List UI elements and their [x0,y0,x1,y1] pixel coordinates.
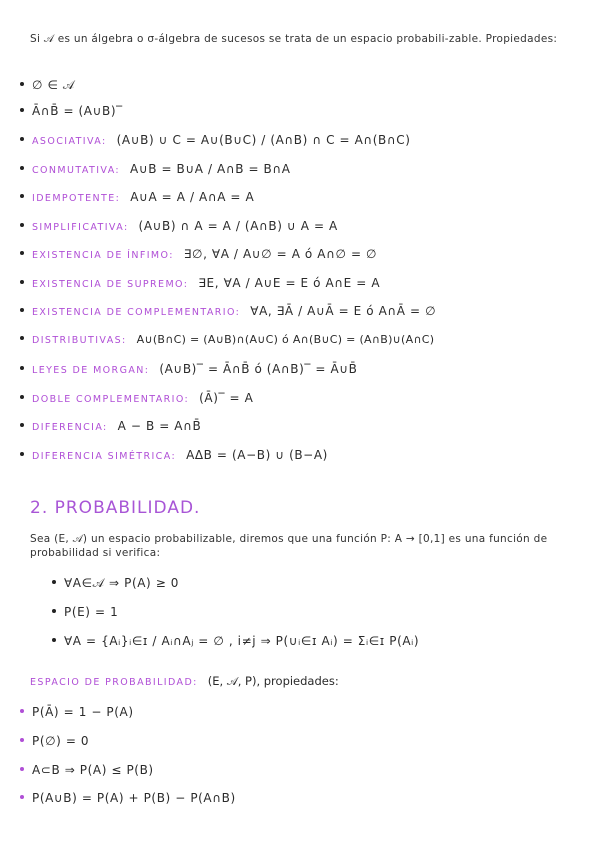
property-formula: (A∪B)‾ = Ā∩B̄ ó (A∩B)‾ = Ā∪B̄ [159,362,358,376]
property-row [20,247,377,261]
bullet [20,166,24,170]
bullet [20,395,24,399]
bullet [20,194,24,198]
property-formula: A∪B = B∪A / A∩B = B∩A [130,162,291,176]
axiom-formula: P(E) = 1 [64,605,119,619]
property-row [20,362,358,376]
property-row [20,391,253,405]
bullet [52,638,56,642]
property-formula: ∀A, ∃Ā / A∪Ā = E ó A∩Ā = ∅ [250,304,437,318]
property-row [20,276,380,290]
property-row [20,104,123,118]
bullet [20,223,24,227]
property-label: ASOCIATIVA: [32,136,107,147]
property-formula: A∪(B∩C) = (A∪B)∩(A∪C) ó A∩(B∪C) = (A∩B)∪(A∩C) [136,333,435,346]
property-row [20,705,134,719]
property-label: CONMUTATIVA: [32,165,121,176]
bullet [20,366,24,370]
property-formula: (Ā)‾ = A [199,391,254,405]
property-row [20,734,89,748]
property-label: EXISTENCIA DE COMPLEMENTARIO: [32,307,241,318]
bullet [20,709,24,713]
property-formula: Ā∩B̄ = (A∪B)‾ [32,104,123,118]
property-row [20,304,436,318]
property-label: EXISTENCIA DE ÍNFIMO: [32,250,174,261]
property-row [20,190,254,204]
property-label: SIMPLIFICATIVA: [32,222,129,233]
property-formula: P(Ā) = 1 − P(A) [32,705,134,719]
bullet [20,251,24,255]
property-row [20,419,201,433]
bullet [20,452,24,456]
property-row [20,133,411,147]
section-paragraph: Sea (E, 𝒜) un espacio probabilizable, diremos que una función P: A → [0,1] es una función de probabilidad si verifica: [30,533,548,559]
bullet [20,308,24,312]
property-label: LEYES DE MORGAN: [32,365,150,376]
axiom-formula: ∀A = {Aᵢ}ᵢ∈ɪ / Aᵢ∩Aⱼ = ∅ , i≠j ⇒ P(∪ᵢ∈ɪ Aᵢ) = Σᵢ∈ɪ P(Aᵢ) [64,634,420,648]
axiom-row [52,576,179,591]
espacio-text: (E, 𝒜, P), propiedades: [207,674,339,688]
property-formula: P(∅) = 0 [32,734,90,748]
espacio-label: ESPACIO DE PROBABILIDAD: [30,677,198,688]
property-label: IDEMPOTENTE: [32,193,121,204]
bullet [52,609,56,613]
property-row [20,791,236,805]
property-formula: A⊂B ⇒ P(A) ≤ P(B) [32,763,154,777]
property-label: DIFERENCIA: [32,422,108,433]
espacio-line [30,674,339,689]
property-row [20,333,434,346]
property-formula: ∃∅, ∀A / A∪∅ = A ó A∩∅ = ∅ [183,247,378,261]
property-formula: AΔB = (A−B) ∪ (B−A) [186,448,328,462]
property-label: EXISTENCIA DE SUPREMO: [32,279,189,290]
bullet [20,767,24,771]
property-formula: A − B = A∩B̄ [117,419,202,433]
property-formula: P(A∪B) = P(A) + P(B) − P(A∩B) [32,791,236,805]
bullet [52,580,56,584]
axiom-formula: ∀A∈𝒜 ⇒ P(A) ≥ 0 [64,576,180,590]
bullet [20,108,24,112]
bullet [20,280,24,284]
bullet [20,137,24,141]
axiom-row [52,634,419,648]
property-row [20,219,338,233]
property-label: DIFERENCIA SIMÉTRICA: [32,451,177,462]
property-row [20,162,291,176]
property-formula: A∪A = A / A∩A = A [130,190,255,204]
section-heading: 2. PROBABILIDAD. [30,498,201,518]
property-formula: (A∪B) ∪ C = A∪(B∪C) / (A∩B) ∩ C = A∩(B∩C) [116,133,411,147]
property-formula: ∃E, ∀A / A∪E = E ó A∩E = A [198,276,381,290]
property-row [20,78,75,93]
bullet [20,336,24,340]
property-row [20,763,154,777]
property-formula: ∅ ∈ 𝒜 [32,78,75,92]
bullet [20,423,24,427]
bullet [20,738,24,742]
property-row [20,448,328,462]
property-label: DISTRIBUTIVAS: [32,335,127,346]
bullet [20,795,24,799]
intro-paragraph: Si 𝒜 es un álgebra o σ-álgebra de sucesos se trata de un espacio probabili-zable. Propiedades: [30,33,558,45]
axiom-row [52,605,118,619]
property-formula: (A∪B) ∩ A = A / (A∩B) ∪ A = A [138,219,338,233]
property-label: DOBLE COMPLEMENTARIO: [32,394,190,405]
bullet [20,82,24,86]
